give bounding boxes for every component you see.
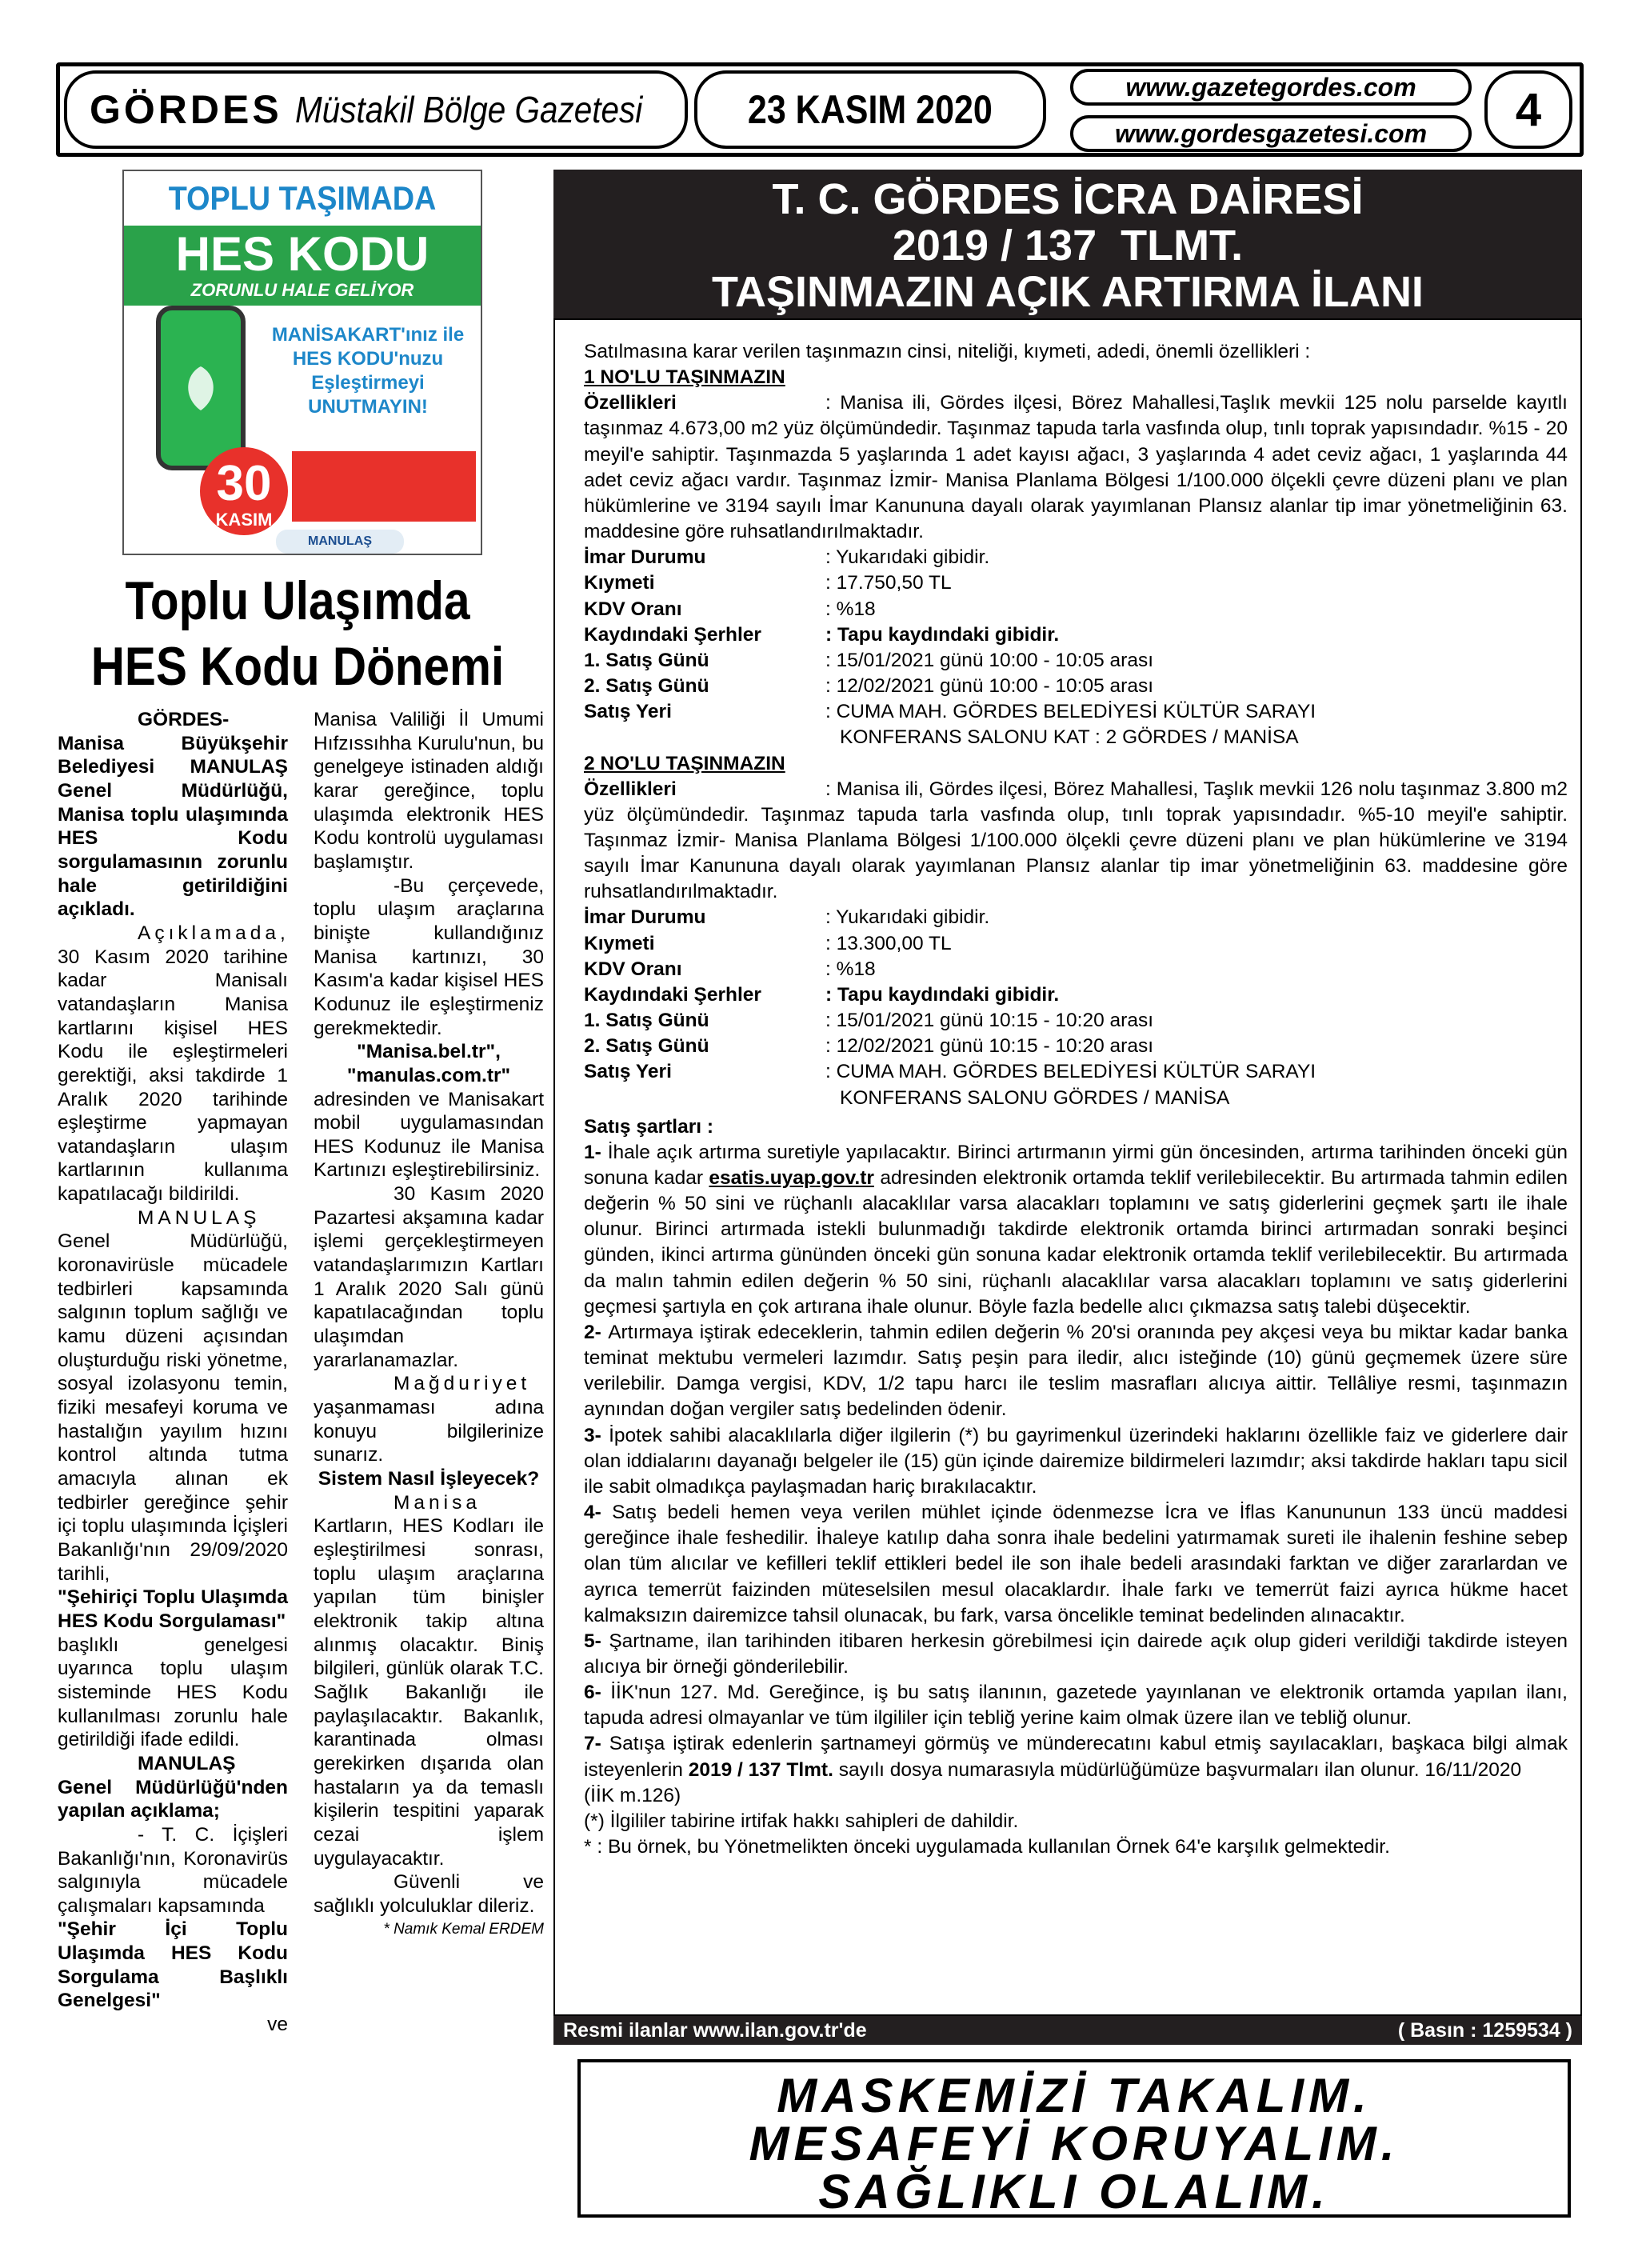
detail-label: Kaydındaki Şerhler [584, 983, 761, 1006]
footnote-2: * : Bu örnek, bu Yönetmelikten önceki uygulamada kullanılan Örnek 64'e karşılık gelmektedir. [584, 1836, 1390, 1858]
condition-text: adresinden elektronik ortamda teklif verilebilecektir. Bu artırmada tahmin edilen değerin % 50 sini ve rüçhanlı alacaklılar varsa alacakları toplamını ve satış giderlerini geçmek şartı ile ihale olunur. Birinci artırmada istekli bulunmadığı takdirde elektronik ortamda birinci artırmadan sonraki beşinci günden, ikinci artırma gününden önceki gün sonuna kadar elektronik ortamda teklif verilebilecektir. Bu artırmada da malın tahmin edilen değerin % 50 sini, rüçhanlı alacaklılar varsa alacakları toplamını ve satış giderlerini geçmesi şartıyla en çok artırana ihale olunur. Böyle fazla bedelle alıcı çıkmazsa satış talebi düşecektir. [584, 1167, 1568, 1318]
article-subheading: Sistem Nasıl İşleyecek? [318, 1468, 540, 1490]
detail-label: Kıymeti [584, 932, 655, 954]
hes-code-advert [122, 170, 482, 555]
article-title [84, 568, 510, 699]
article-text: Kartların, HES Kodları ile eşleştirilmesi sonrası, toplu ulaşım araçlarına yapılan tüm binişler elektronik takip altına alınmış olacaktır. Biniş bilgileri, günlük olarak T.C. Sağlık Bakanlığı ile paylaşılacaktır. Bakanlık, karantinada olması gerekirken dışarıda olan hastaların ya da temaslı kişilerin tespitini yaparak cezai işlem uygulayacaktır. [314, 1515, 544, 1870]
leaf-logo-icon [161, 310, 241, 466]
auction-title-line-2: 2019 / 137 TLMT. [892, 222, 1244, 270]
slogan-line-1: MASKEMİZİ TAKALIM. [777, 2069, 1372, 2122]
detail-value: : Tapu kaydındaki gibidir. [825, 983, 1060, 1006]
page-number: 4 [1484, 70, 1572, 149]
auction-title [553, 170, 1582, 318]
article-lead: GÖRDES- Manisa Büyükşehir Belediyesi MANULAŞ Genel Müdürlüğü, Manisa toplu ulaşımında HES Kodu sorgulamasının zorunlu hale getirildiğini açıkladı. [58, 709, 288, 921]
newspaper-name: GÖRDES [90, 87, 282, 132]
features-label: Özellikleri [584, 392, 677, 414]
detail-label: Satış Yeri [584, 1061, 672, 1083]
article-text: yaşanmaması adına konuyu bilgilerinize sunarız. [314, 1397, 544, 1466]
condition-text: İhale açık artırma suretiyle yapılacaktır. Birinci artırmanın yirmi gün öncesinden, artırma tarihinden önceki gün sonuna kadar [584, 1141, 1568, 1189]
detail-value: : 17.750,50 TL [825, 572, 952, 594]
condition-number: 7- [584, 1733, 609, 1755]
slogan-line-2: MESAFEYİ KORUYALIM. [749, 2117, 1400, 2170]
manulas-logo: MANULAŞ [276, 530, 404, 554]
detail-row [584, 648, 1568, 674]
detail-label: 1. Satış Günü [584, 1010, 709, 1032]
condition-number: 4- [584, 1502, 613, 1524]
detail-value: KONFERANS SALONU KAT : 2 GÖRDES / MANİSA [840, 726, 1299, 749]
article-text: başlıklı genelgesi uyarınca toplu ulaşım sisteminde HES Kodu kullanılması zorunlu hale getirildiği ifade edildi. [58, 1634, 288, 1751]
ad-hes-title: HES KODU [175, 227, 429, 281]
detail-label: İmar Durumu [584, 906, 706, 929]
detail-row [584, 931, 1568, 957]
slogan-line-3: SAĞLIKLI OLALIM. [818, 2165, 1330, 2218]
detail-row [584, 1034, 1568, 1059]
issue-date-box [694, 70, 1046, 149]
detail-value: : Tapu kaydındaki gibidir. [825, 623, 1060, 646]
detail-value: : Yukarıdaki gibidir. [825, 906, 990, 929]
detail-value: : %18 [825, 598, 876, 620]
footnote-1: (*) İlgililer tabirine irtifak hakkı sahipleri de dahildir. [584, 1810, 1019, 1832]
article-text: 30 Kasım 2020 tarihine kadar Manisalı vatandaşların Manisa kartlarını kişisel HES Kodu ile eşleştirmeleri gerektiği, aksi takdirde 1 Aralık 2020 tarihinde eşleştirme yapmayan vatandaşların ulaşım kartlarının kullanıma kapatılacağı bildirildi. [58, 946, 288, 1206]
detail-label: 2. Satış Günü [584, 1035, 709, 1058]
condition-number: 6- [584, 1682, 611, 1704]
article-text: Güvenli ve sağlıklı yolculuklar dileriz. [314, 1871, 544, 1917]
article-title-line-1: Toplu Ulaşımda [125, 570, 470, 631]
auction-title-line-3: TAŞINMAZIN AÇIK ARTIRMA İLANI [712, 268, 1424, 316]
condition-text: İİK'nun 127. Md. Gereğince, iş bu satış ilanının, gazetede yayınlanan ve elektronik ortamda yapılan ilanı, tapuda adresi olmayanlar ve tüm ilgililer için tebliğ yerine kaim olmak üzere ilan ve tebliğ olunur. [584, 1682, 1568, 1730]
detail-row [584, 622, 1568, 648]
detail-row [584, 674, 1568, 699]
condition-number: 2- [584, 1321, 609, 1343]
detail-label: Kıymeti [584, 572, 655, 594]
article-bold-text: "Şehiriçi Toplu Ulaşımda HES Kodu Sorgulaması" [58, 1586, 288, 1632]
deadline-badge [200, 447, 288, 535]
masthead-title-box [64, 70, 688, 149]
sale-conditions-heading: Satış şartları : [584, 1115, 714, 1138]
article-text: Manisa Valiliği İl Umumi Hıfzıssıhha Kurulu'nun, bu genelgeye istinaden aldığı karar gereğince, toplu ulaşımda elektronik HES Kodu kontrolü uygulaması başlamıştır. [314, 709, 544, 873]
detail-label: KDV Oranı [584, 958, 682, 980]
property-2-heading: 2 NO'LU TAŞINMAZIN [584, 752, 785, 774]
features-label: Özellikleri [584, 778, 677, 800]
article-text: Manisa [394, 1491, 481, 1514]
detail-label: KDV Oranı [584, 598, 682, 620]
law-reference: (İİK m.126) [584, 1784, 681, 1806]
condition-6 [584, 1680, 1568, 1731]
detail-label: 1. Satış Günü [584, 649, 709, 671]
article-text: Açıklamada, [138, 922, 290, 944]
detail-label-empty [584, 1086, 825, 1111]
article-column-2 [314, 708, 544, 1942]
condition-3 [584, 1423, 1568, 1500]
condition-4 [584, 1500, 1568, 1629]
condition-text: Satış bedeli hemen veya verilen mühlet içinde ödenmezse İcra ve İflas Kanununun 133 üncü maddesi gereğince ihale feshedilir. İhaleye katılıp daha sonra ihale bedelini yatırmamak sureti ile ihalenin feshine sebep olan tüm alıcılar ve kefilleri teklif ettikleri bedel ile son ihale bedeli arasındaki farktan ve diğer zararlardan ve ayrıca temerrüt faizinden müteselsilen mesul olacaklardır. İhale farkı ve temerrüt faizi ayrıca hükme hacet kalmaksızın dairemizce tahsil olunacak, bu fark, varsa öncelikle teminat bedelinden alınacaktır. [584, 1502, 1568, 1626]
detail-label: Kaydındaki Şerhler [584, 623, 761, 646]
article-text: ve [267, 2014, 288, 2036]
website-url-2[interactable]: www.gordesgazetesi.com [1070, 115, 1472, 152]
article-title-line-2: HES Kodu Dönemi [90, 636, 505, 697]
detail-value: KONFERANS SALONU GÖRDES / MANİSA [840, 1086, 1230, 1109]
detail-value: : %18 [825, 958, 876, 980]
detail-value: : Yukarıdaki gibidir. [825, 546, 990, 569]
condition-1 [584, 1140, 1568, 1320]
detail-row [584, 1059, 1568, 1085]
detail-label-empty [584, 725, 825, 750]
detail-row [584, 1086, 1568, 1111]
detail-row [584, 570, 1568, 596]
article-text: Genel Müdürlüğü, koronavirüsle mücadele tedbirleri kapsamında salgının toplum sağlığı ve kamu düzeni açısından oluşturduğu riski yönetme, sosyal izolasyonu temin, fiziki mesafeyi koruma ve hastalığın yayılım hızını kontrol altında tutma amacıyla alınan ek tedbirler gereğince şehir içi toplu ulaşımında İçişleri Bakanlığı'nın 29/09/2020 tarihli, [58, 1230, 288, 1585]
detail-row [584, 1008, 1568, 1034]
condition-number: 3- [584, 1424, 609, 1446]
condition-text: İpotek sahibi alacaklılarla diğer ilgilerin (*) bu gayrimenkul üzerindeki haklarını özellikle faiz ve giderlere dair olan iddialarını dayanağı belgeler ile (15) gün içinde dairemize bildirmeleri lazımdır; aksi takdirde hakları tapu sicil ile sabit olmadıkça paylaşmadan hariç bırakılacaktır. [584, 1424, 1568, 1498]
press-number: ( Basın : 1259534 ) [1397, 2018, 1572, 2042]
detail-value: : 12/02/2021 günü 10:00 - 10:05 arası [825, 675, 1154, 698]
deadline-day: 30 [216, 456, 272, 511]
condition-2 [584, 1320, 1568, 1423]
condition-5 [584, 1629, 1568, 1680]
condition-text: Şartname, ilan tarihinden itibaren herkesin görebilmesi için dairede açık olup gideri verildiği takdirde isteyen alıcıya bir örneği gönderilebilir. [584, 1630, 1568, 1678]
features-text: : Manisa ili, Gördes ilçesi, Börez Mahallesi,Taşlık mevkii 125 nolu parselde kayıtlı taşınmaz 4.673,00 m2 yüz ölçümündedir. Taşınmaz tapuda tarla vasfında olup, tınlı toprak yapısındadır. %15 - 20 meyil'e sahiptir. Taşınmazda 5 yaşlarında 1 adet kayısı ağacı, 3 yaşlarında 4 adet ceviz ağacı, 1 yaşlarında 44 adet ceviz ağacı vardır. Taşınmaz İzmir- Manisa Planlama Bölgesi 1/100.000 ölçekli çevre düzeni planı ve plan hükümlerine ve 3194 sayılı İmar Kanununa dayalı olarak yayımlanan Plansız alanlar tip imar yönetmeliğinin 63. maddesine göre ruhsatlandırılmaktadır. [584, 392, 1568, 543]
issue-date: 23 KASIM 2020 [748, 87, 993, 132]
ad-subtitle: ZORUNLU HALE GELİYOR [190, 280, 414, 300]
article-text: 30 Kasım 2020 Pazartesi akşamına kadar işlemi gerçekleştirmeyen vatandaşlarımızın Kartları 1 Aralık 2020 Salı günü kapatılacağından toplu ulaşımdan yararlanamazlar. [314, 1183, 544, 1371]
detail-row [584, 699, 1568, 725]
condition-number: 1- [584, 1141, 608, 1163]
auction-notice-body [584, 339, 1568, 1860]
article-text: Mağduriyet [394, 1373, 531, 1395]
detail-row [584, 545, 1568, 570]
detail-value: : CUMA MAH. GÖRDES BELEDİYESİ KÜLTÜR SARAYI [825, 1061, 1316, 1083]
auction-intro: Satılmasına karar verilen taşınmazın cinsi, niteliği, kıymeti, adedi, önemli özellikleri : [584, 341, 1311, 362]
condition-text: Artırmaya iştirak edeceklerin, tahmin edilen değerin % 20'si oranında pey akçesi veya bu miktar kadar banka teminat mektubu vermeleri lazımdır. Satış peşin para iledir, alıcı isteğinde (10) günü geçmemek üzere süre verilebilir. Damga vergisi, KDV, 1/2 tapu harcı ile teslim masrafları alıcıya aittir. Tellâliye resmi, taşınmazın aynından doğan vergiler satış bedelinden ödenir. [584, 1321, 1568, 1421]
article-bold-text: MANULAŞ Genel Müdürlüğü'nden yapılan açıklama; [58, 1752, 288, 1822]
file-number: 2019 / 137 Tlmt. [688, 1758, 833, 1781]
article-text: MANULAŞ [138, 1206, 261, 1229]
detail-value: : 15/01/2021 günü 10:00 - 10:05 arası [825, 649, 1154, 671]
article-bold-text: "Şehir İçi Toplu Ulaşımda HES Kodu Sorgulama Başlıklı Genelgesi" [58, 1918, 288, 2012]
ad-reminder-text: MANİSAKART'ınız ile HES KODU'nuzu Eşleştirmeyi UNUTMAYIN! [271, 324, 465, 418]
detail-row [584, 597, 1568, 622]
detail-value: : 12/02/2021 günü 10:15 - 10:20 arası [825, 1035, 1154, 1058]
ad-info-panel [292, 451, 476, 522]
newspaper-tagline: Müstakil Bölge Gazetesi [294, 89, 642, 130]
detail-value: : 15/01/2021 günü 10:15 - 10:20 arası [825, 1010, 1154, 1032]
auction-footer-bar [553, 2016, 1582, 2045]
article-author: * Namık Kemal ERDEM [383, 1921, 544, 1938]
article-text: - T. C. İçişleri Bakanlığı'nın, Koronavirüs salgınıyla mücadele çalışmaları kapsamında [58, 1823, 288, 1917]
ad-headline: TOPLU TAŞIMADA [168, 179, 437, 217]
esatis-link[interactable]: esatis.uyap.gov.tr [709, 1167, 874, 1189]
detail-label: 2. Satış Günü [584, 675, 709, 698]
property-1-features [584, 390, 1568, 545]
auction-title-line-1: T. C. GÖRDES İCRA DAİRESİ [772, 175, 1364, 223]
website-url-1[interactable]: www.gazetegordes.com [1070, 69, 1472, 106]
property-1-heading: 1 NO'LU TAŞINMAZIN [584, 366, 785, 389]
article-text: -Bu çerçevede, toplu ulaşım araçlarına binişte kullandığınız Manisa kartınızı, 30 Kasım'a kadar kişisel HES Kodunuz ile eşleştirmeniz gerekmektedir. [314, 874, 544, 1039]
detail-row [584, 982, 1568, 1008]
detail-label: İmar Durumu [584, 546, 706, 569]
detail-row [584, 725, 1568, 750]
condition-number: 5- [584, 1630, 609, 1652]
detail-value: : 13.300,00 TL [825, 932, 952, 954]
article-bold-text: "Manisa.bel.tr", "manulas.com.tr" [346, 1041, 511, 1086]
property-2-features [584, 777, 1568, 906]
detail-label: Satış Yeri [584, 701, 672, 723]
detail-row [584, 957, 1568, 982]
condition-7 [584, 1731, 1568, 1782]
deadline-month: KASIM [215, 510, 273, 530]
condition-text: Satışa iştirak edenlerin şartnameyi görmüş ve münderecatını kabul etmiş sayılacakları, başkaca bilgi almak isteyenlerin [584, 1733, 1568, 1781]
condition-text: sayılı dosya numarasıyla müdürlüğümüze başvurmaları ilan olunur. 16/11/2020 [838, 1758, 1522, 1781]
mask-slogan [577, 2069, 1571, 2218]
article-column-1 [58, 708, 288, 2037]
detail-value: : CUMA MAH. GÖRDES BELEDİYESİ KÜLTÜR SARAYI [825, 701, 1316, 723]
features-text: : Manisa ili, Gördes ilçesi, Börez Mahallesi, Taşlık mevkii 126 nolu taşınmaz 3.800 m2 yüz ölçümündedir. Taşınmaz tapuda tarla vasfında olup, tınlı toprak yapısındadır. %5-10 meyil'e sahiptir. Taşınmaz İzmir- Manisa Planlama Bölgesi 1/100.000 ölçekli çevre düzeni planı ve plan hükümlerine ve 3194 sayılı İmar Kanununa dayalı olarak yayımlanan Plansız alanlar tip imar yönetmeliğinin 63. maddesine göre ruhsatlandırılmaktadır. [584, 778, 1568, 903]
phone-icon [156, 306, 246, 470]
detail-row [584, 905, 1568, 930]
official-ads-url[interactable]: Resmi ilanlar www.ilan.gov.tr'de [563, 2018, 867, 2042]
article-text: adresinden ve Manisakart mobil uygulamasından HES Kodunuz ile Manisa Kartınızı eşleştirebilirsiniz. [314, 1088, 544, 1182]
